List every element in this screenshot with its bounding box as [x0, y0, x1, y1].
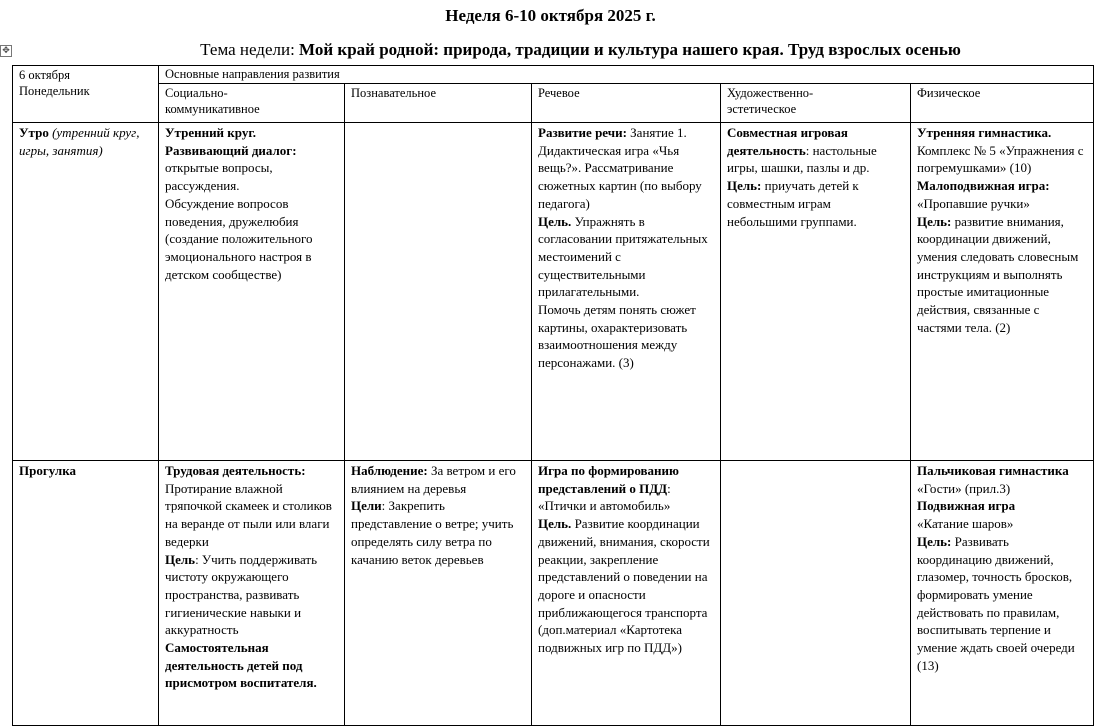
- cell-walk-physical: [911, 461, 1094, 726]
- cell-text: Помочь детям понять сюжет картины, охарактеризовать взаимоотношения между персонажами. (3): [538, 302, 696, 371]
- cell-text: развитие внимания, координации движений, умения следовать словесным инструкциям и выполнять простые имитационные действия, связанные с частями тела. (2): [917, 213, 1079, 335]
- column-header-physical: Физическое: [911, 84, 1094, 123]
- cell-text: Упражнять в согласовании притяжательных местоимений с существительными прилагательными.: [538, 213, 708, 300]
- cell-text-bold: Развивающий диалог:: [165, 142, 297, 158]
- row-label-morning: [13, 123, 159, 461]
- column-header-social: Социально- коммуникативное: [159, 84, 345, 123]
- plan-table: [12, 65, 1094, 726]
- cell-text-bold: Наблюдение:: [351, 463, 428, 478]
- header-row-top: [13, 66, 1094, 84]
- cell-morning-social: [159, 123, 345, 461]
- cell-text: За ветром и его влиянием на деревья: [351, 463, 516, 496]
- cell-text: Развивать координацию движений, глазомер, точность бросков, формировать умение действовать по правилам, воспитывать терпение и умение ждать своей очереди (13): [917, 533, 1075, 673]
- cell-morning-art: [721, 123, 911, 461]
- cell-text: Протирание влажной тряпочкой скамеек и столиков на веранде от пыли или влаги ведерки: [165, 480, 332, 549]
- page-title: Неделя 6-10 октября 2025 г.: [445, 6, 656, 25]
- table-move-handle-icon[interactable]: ✥: [0, 45, 12, 57]
- cell-text: Занятие 1. Дидактическая игра «Чья вещь?». Рассматривание сюжетных картин (по выбору педагога): [538, 125, 702, 211]
- row-label: Утро: [19, 125, 49, 140]
- cell-walk-cognitive: [345, 461, 532, 726]
- cell-text: Утренний круг.: [165, 125, 257, 140]
- cell-text-bold: Малоподвижная игра:: [917, 178, 1050, 194]
- cell-text: Комплекс № 5 «Упражнения с погремушками» (10): [917, 142, 1084, 176]
- cell-morning-cognitive: [345, 123, 532, 461]
- cell-walk-art: [721, 461, 911, 726]
- cell-text-bold: Пальчиковая гимнастика: [917, 463, 1069, 478]
- cell-morning-speech: [532, 123, 721, 461]
- cell-morning-physical: [911, 123, 1094, 461]
- row-label: Прогулка: [19, 463, 77, 478]
- cell-text-bold: Цель:: [727, 178, 762, 194]
- cell-text: «Катание шаров»: [917, 516, 1014, 532]
- theme-text: Мой край родной: природа, традиции и культура нашего края. Труд взрослых осенью: [299, 40, 961, 59]
- cell-text-bold: Игра по формированию представлений о ПДД: [538, 463, 679, 496]
- cell-text-bold: Цель.: [538, 516, 572, 532]
- cell-text: открытые вопросы, рассуждения.: [165, 160, 273, 194]
- cell-text-bold: Утренняя гимнастика.: [917, 125, 1052, 140]
- cell-text-bold: Трудовая деятельность:: [165, 463, 306, 478]
- cell-text-bold: Цель.: [538, 213, 572, 229]
- table-row-morning: [13, 123, 1094, 461]
- column-header-art: Художественно- эстетическое: [721, 84, 911, 123]
- cell-text: : Учить поддерживать чистоту окружающего пространства, развивать гигиенические навыки и аккуратность: [165, 551, 318, 638]
- cell-text-bold: Самостоятельная деятельность детей под присмотром воспитателя.: [165, 640, 317, 691]
- cell-text: : Закрепить представление о ветре; учить определять силу ветра по качанию веток деревьев: [351, 498, 514, 567]
- theme-prefix: Тема недели:: [200, 40, 300, 59]
- cell-walk-social: [159, 461, 345, 726]
- row-label-walk: [13, 461, 159, 726]
- day-header: [13, 66, 159, 123]
- cell-text: «Гости» (прил.3): [917, 480, 1011, 496]
- cell-text: «Пропавшие ручки»: [917, 195, 1030, 211]
- cell-walk-speech: [532, 461, 721, 726]
- row-label-note: (утренний круг, игры, занятия): [19, 125, 140, 158]
- cell-text-bold: Совместная игровая деятельность: [727, 125, 848, 158]
- day-name: Понедельник: [19, 84, 90, 98]
- cell-text-bold: Цель: [165, 551, 196, 567]
- cell-text: Развитие координации движений, внимания, скорости реакции, закрепление представлений о поведении на дороге и опасности приближающегося транспорта (доп.материал «Картотека подвижных игр по ПДД»): [538, 516, 710, 656]
- header-row-columns: [13, 84, 1094, 123]
- cell-text-bold: Цель:: [917, 533, 952, 549]
- table-row-walk: [13, 461, 1094, 726]
- cell-text: : «Птички и автомобиль»: [538, 480, 671, 514]
- week-theme: [0, 40, 1101, 60]
- directions-header: Основные направления развития: [159, 66, 1094, 84]
- cell-text-bold: Развитие речи:: [538, 125, 627, 140]
- cell-text: : настольные игры, шашки, пазлы и др.: [727, 142, 877, 176]
- column-header-cognitive: Познавательное: [345, 84, 532, 123]
- cell-text: Обсуждение вопросов поведения, дружелюбия (создание положительного эмоционального настроя в детском сообществе): [165, 195, 313, 282]
- day-date: 6 октября: [19, 68, 70, 82]
- column-header-speech: Речевое: [532, 84, 721, 123]
- cell-text-bold: Подвижная игра: [917, 498, 1016, 514]
- cell-text: приучать детей к совместным играм небольшими группами.: [727, 178, 859, 229]
- cell-text-bold: Цели: [351, 498, 382, 514]
- cell-text-bold: Цель:: [917, 213, 952, 229]
